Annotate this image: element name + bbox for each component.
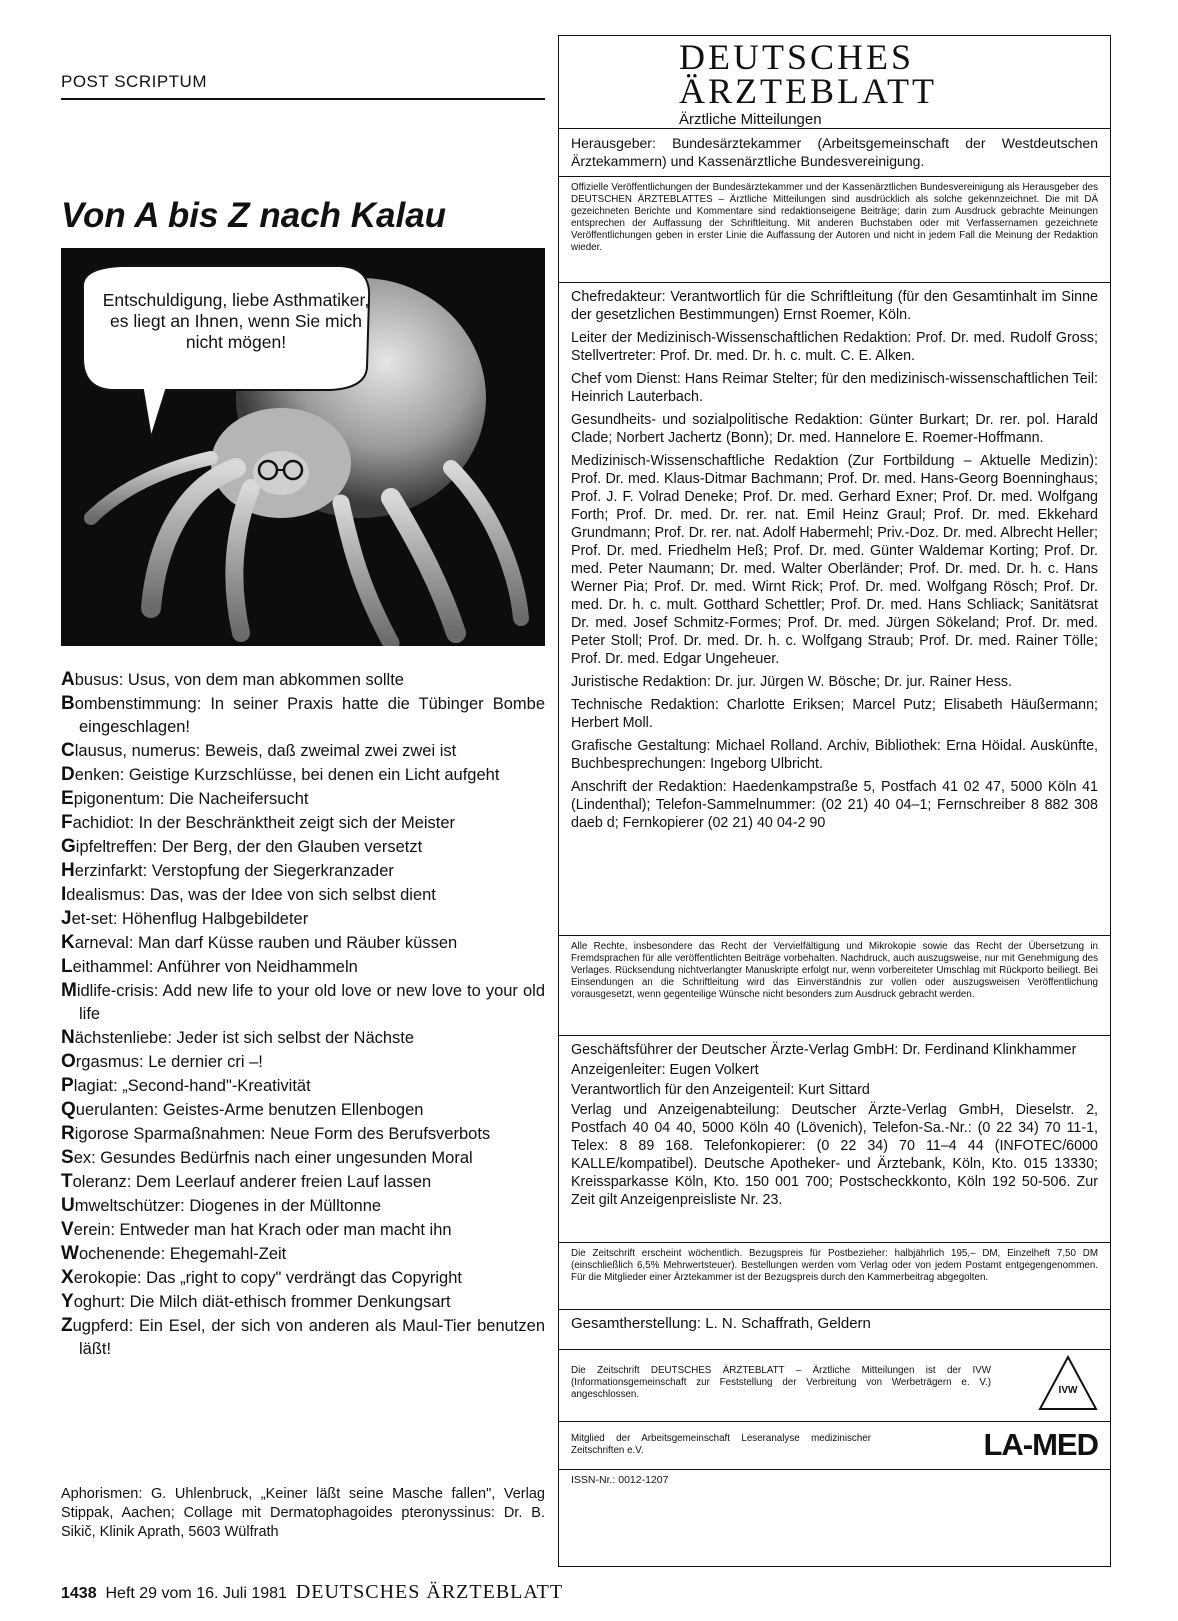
glossary-entry (61, 1170, 545, 1194)
glossary-text: rgasmus: Le dernier cri –! (75, 1053, 263, 1071)
staff-entry: Gesundheits- und sozialpolitische Redaktion: Günter Burkart; Dr. rer. pol. Harald Clade; Norbert Jachertz (Bonn); Dr. med. Hannelore E. Roemer-Hoffmann. (571, 412, 1098, 446)
glossary-entry (61, 811, 545, 835)
glossary-text: idlife-crisis: Add new life to your old love or new love to your old life (76, 982, 545, 1023)
glossary-entry (61, 668, 545, 692)
ivw-logo-text: IVW (1058, 1385, 1078, 1396)
page-footer (61, 1581, 563, 1604)
rights-text: Alle Rechte, insbesondere das Recht der Vervielfältigung und Mikrokopie sowie das Recht der Übersetzung in Fremdsprachen für alle veröffentlichten Beiträge vorbehalten. Nachdruck, auch auszugsweise, nur mit Genehmigung des Verlages. Rücksendung nichtverlangter Manuskripte erfolgt nur, wenn vorbereiteter Umschlag mit Rückporto beiliegt. Bei Einsendungen an die Schriftleitung wird das Einverständnis zur vollen oder auszugsweisen Veröffentlichung vorausgesetzt, wenn gegenteilige Wünsche nicht besonders zum Ausdruck gebracht werden. (571, 941, 1098, 1000)
glossary-entry (61, 835, 545, 859)
staff-entry: Juristische Redaktion: Dr. jur. Jürgen W. Bösche; Dr. jur. Rainer Hess. (571, 674, 1012, 690)
ivw-logo (1038, 1355, 1098, 1411)
lamed-notice-text: Mitglied der Arbeitsgemeinschaft Leseranalyse medizinischer Zeitschriften e.V. (571, 1433, 871, 1456)
glossary-letter: Z (61, 1315, 73, 1336)
rights-box (559, 936, 1110, 1036)
glossary-entry (61, 692, 545, 739)
glossary-letter: M (61, 980, 77, 1001)
ivw-notice-text: Die Zeitschrift DEUTSCHES ÄRZTEBLATT – Ärztliche Mitteilungen ist der IVW (Informationsgemeinschaft zur Feststellung der Verbreitung von Werbeträgern e. V.) angeschlossen. (571, 1365, 991, 1400)
glossary-text: uerulanten: Geistes-Arme benutzen Ellenbogen (75, 1101, 424, 1119)
glossary-text: lagiat: „Second-hand"-Kreativität (73, 1077, 311, 1095)
subscription-text: Die Zeitschrift erscheint wöchentlich. Bezugspreis für Postbezieher: halbjährlich 195,– DM, Einzelheft 7,50 DM (einschließlich 6,5% Mehrwertsteuer). Bestellungen werden vom Verlag oder von jedem Postamt entgegengenommen. Für die Mitglieder einer Ärztekammer ist der Bezugspreis durch den Kammerbeitrag abgegolten. (571, 1248, 1098, 1283)
glossary-entry (61, 907, 545, 931)
staff-entry: Chef vom Dienst: Hans Reimar Stelter; für den medizinisch-wissenschaftlichen Teil: Heinrich Lauterbach. (571, 371, 1098, 405)
glossary-letter: B (61, 693, 75, 714)
issue-info: Heft 29 vom 16. Juli 1981 (105, 1585, 287, 1602)
glossary-letter: Y (61, 1291, 74, 1312)
glossary-entry (61, 1026, 545, 1050)
glossary-text: igorose Sparmaßnahmen: Neue Form des Berufsverbots (74, 1125, 491, 1143)
page-number: 1438 (61, 1585, 97, 1602)
glossary-entry (61, 883, 545, 907)
glossary-text: lausus, numerus: Beweis, daß zweimal zwei zwei ist (74, 742, 457, 760)
glossary-entry (61, 1242, 545, 1266)
glossary-text: erzinfarkt: Verstopfung der Siegerkranzader (74, 862, 394, 880)
glossary-letter: A (61, 669, 75, 690)
glossary-entry (61, 1194, 545, 1218)
publishing-entry: Verlag und Anzeigenabteilung: Deutscher Ärzte-Verlag GmbH, Dieselstr. 2, Postfach 40 04 40, 5000 Köln 40 (Lövenich), Telefon-Sa.-Nr.: (0 22 34) 70 11-1, Telex: 8 89 168. Telefonkopierer: (0 22 34) 70 11–4 44 (INFOTEC/6000 KALLE/kompatibel). Deutsche Apotheker- und Ärztebank, Köln, Kto. 015 13330; Kreissparkasse Köln, Kto. 150 001 700; Postscheckkonto, Köln 192 50-506. Zur Zeit gilt Anzeigenpreisliste Nr. 23. (571, 1102, 1098, 1208)
glossary-text: ombenstimmung: In seiner Praxis hatte die Tübinger Bombe eingeschlagen! (74, 695, 545, 736)
glossary-text: et-set: Höhenflug Halbgebildeter (71, 910, 309, 928)
glossary-entry (61, 1098, 545, 1122)
staff-entry: Leiter der Medizinisch-Wissenschaftlichen Redaktion: Prof. Dr. med. Rudolf Gross; Stellvertreter: Prof. Dr. med. Dr. h. c. mult. C. E. Alken. (571, 330, 1098, 364)
staff-entry: Anschrift der Redaktion: Haedenkampstraße 5, Postfach 41 02 47, 5000 Köln 41 (Lindenthal); Telefon-Sammelnummer: (02 21) 40 04–1; Fernschreiber 8 882 308 daeb d; Fernkopierer (02 21) 40 04-2 90 (571, 779, 1098, 831)
impressum-box (558, 35, 1111, 1567)
ivw-box (559, 1350, 1110, 1422)
mite-collage-image (61, 248, 545, 646)
staff-entry: Chefredakteur: Verantwortlich für die Schriftleitung (für den Gesamtinhalt im Sinne der gesetzlichen Bestimmungen) Ernst Roemer, Köln. (571, 289, 1098, 323)
subscription-box (559, 1243, 1110, 1310)
glossary-text: enken: Geistige Kurzschlüsse, bei denen ein Licht aufgeht (74, 766, 500, 784)
glossary-text: oghurt: Die Milch diät-ethisch frommer Denkungsart (73, 1293, 451, 1311)
glossary-entry (61, 1290, 545, 1314)
publisher-box (559, 129, 1110, 177)
section-divider (61, 98, 545, 100)
glossary-letter: W (61, 1243, 79, 1264)
glossary-letter: I (61, 884, 67, 905)
official-notice-text: Offizielle Veröffentlichungen der Bundesärztekammer und der Kassenärztlichen Bundesvereinigung als Herausgeber des DEUTSCHEN ÄRZTEBLATTES – Ärztliche Mitteilungen sind ausdrücklich als solche gekennzeichnet. Die mit DÄ gezeichneten Berichte und Kommentare sind redaktionseigene Beiträge; darin zum Ausdruck gebrachte Meinungen entsprechen der Auffassung der Schriftleitung. Mit anderen Buchstaben oder mit Verfassernamen gezeichnete Veröffentlichungen geben in erster Linie die Auffassung der Autoren und nicht in jedem Fall die Meinung der Redaktion wieder. (571, 182, 1098, 253)
lamed-logo: LA-MED (983, 1427, 1098, 1462)
publishing-box (559, 1036, 1110, 1243)
glossary-entry (61, 763, 545, 787)
glossary-letter: E (61, 788, 74, 809)
glossary-letter: X (61, 1267, 74, 1288)
glossary-text: busus: Usus, von dem man abkommen sollte (74, 671, 404, 689)
staff-box (559, 283, 1110, 936)
glossary-letter: D (61, 764, 75, 785)
section-label: POST SCRIPTUM (61, 72, 207, 91)
glossary-text: oleranz: Dem Leerlauf anderer freien Lauf lassen (72, 1173, 432, 1191)
issn-text: ISSN-Nr.: 0012-1207 (571, 1474, 669, 1486)
glossary-letter: T (61, 1171, 73, 1192)
glossary-text: eithammel: Anführer von Neidhammeln (72, 958, 358, 976)
glossary-text: ex: Gesundes Bedürfnis nach einer ungesunden Moral (73, 1149, 473, 1167)
glossary-letter: U (61, 1195, 75, 1216)
official-notice-box (559, 177, 1110, 283)
glossary-text: erokopie: Das „right to copy" verdrängt das Copyright (73, 1269, 462, 1287)
staff-entry: Grafische Gestaltung: Michael Rolland. Archiv, Bibliothek: Erna Höidal. Auskünfte, Buchbesprechungen: Ingeborg Ulbricht. (571, 738, 1098, 772)
publishing-entry: Anzeigenleiter: Eugen Volkert (571, 1062, 759, 1078)
glossary-text: ipfeltreffen: Der Berg, der den Glauben versetzt (75, 838, 423, 856)
glossary-entry (61, 1074, 545, 1098)
speech-bubble-text: Entschuldigung, liebe Asthmatiker, es liegt an Ihnen, wenn Sie mich nicht mögen! (102, 290, 370, 352)
glossary-letter: L (61, 956, 73, 977)
publisher-text: Herausgeber: Bundesärztekammer (Arbeitsgemeinschaft der Westdeutschen Ärztekammern) und Kassenärztliche Bundesvereinigung. (571, 135, 1098, 169)
glossary-entry (61, 787, 545, 811)
masthead-subtitle: Ärztliche Mitteilungen (679, 111, 822, 128)
footer-journal-name: DEUTSCHES ÄRZTEBLATT (295, 1581, 564, 1603)
ivw-triangle-icon (1038, 1355, 1098, 1411)
glossary-text: achidiot: In der Beschränktheit zeigt sich der Meister (72, 814, 456, 832)
article-headline: Von A bis Z nach Kalau (61, 196, 447, 235)
glossary-entry (61, 1050, 545, 1074)
glossary-letter: O (61, 1051, 76, 1072)
glossary-entry (61, 1146, 545, 1170)
glossary-entry (61, 739, 545, 763)
production-box (559, 1310, 1110, 1350)
glossary-letter: Q (61, 1099, 76, 1120)
image-credits: Aphorismen: G. Uhlenbruck, „Keiner läßt seine Masche fallen", Verlag Stippak, Aachen; Collage mit Dermatophagoides pteronyssinus: Dr. B. Sikič, Klinik Aprath, 5603 Wülfrath (61, 1486, 545, 1540)
glossary-letter: J (61, 908, 72, 929)
staff-entry: Technische Redaktion: Charlotte Eriksen; Marcel Putz; Elisabeth Häußermann; Herbert Moll. (571, 697, 1098, 731)
glossary-letter: V (61, 1219, 74, 1240)
glossary-letter: P (61, 1075, 74, 1096)
glossary-letter: G (61, 836, 76, 857)
staff-entry: Medizinisch-Wissenschaftliche Redaktion (Zur Fortbildung – Aktuelle Medizin): Prof. Dr. med. Klaus-Ditmar Bachmann; Prof. Dr. med. Hans-Georg Boenninghaus; Prof. J. F. Volrad Deneke; Prof. Dr. med. Gerhard Exner; Prof. Dr. med. Wolfgang Forth; Prof. Dr. med. Dr. rer. nat. Emil Heinz Graul; Prof. Dr. med. Ekkehard Grundmann; Prof. Dr. rer. nat. Adolf Habermehl; Priv.-Doz. Dr. med. Albrecht Heller; Prof. Dr. med. Friedhelm Heß; Prof. Dr. med. Günter Waldemar Korting; Prof. Dr. med. Peter Naumann; Dr. med. Walter Oberländer; Prof. Dr. med. Dr. h. c. Hans Werner Pia; Prof. Dr. med. Wirnt Rick; Prof. Dr. med. Wolfgang Rösch; Prof. Dr. med. Dr. h. c. mult. Gotthard Schettler; Prof. Dr. med. Hans Schliack; Sanitätsrat Dr. med. Josef Schmitz-Formes; Prof. Dr. med. Jürgen Sökeland; Prof. Dr. med. Peter Stoll; Prof. Dr. med. Dr. h. c. Wolfgang Straub; Prof. Dr. med. Rainer Tölle; Prof. Dr. med. Edgar Ungeheuer. (571, 453, 1098, 667)
glossary-text: dealismus: Das, was der Idee von sich selbst dient (66, 886, 436, 904)
glossary-letter: S (61, 1147, 74, 1168)
glossary-letter: C (61, 740, 75, 761)
glossary-entry (61, 1122, 545, 1146)
glossary-list (61, 668, 545, 1361)
glossary-text: pigonentum: Die Nacheifersucht (73, 790, 309, 808)
publishing-entry: Verantwortlich für den Anzeigenteil: Kurt Sittard (571, 1082, 870, 1098)
glossary-text: ochenende: Ehegemahl-Zeit (78, 1245, 287, 1263)
glossary-letter: N (61, 1027, 75, 1048)
glossary-entry (61, 979, 545, 1026)
lamed-box (559, 1422, 1110, 1470)
issn-box (559, 1470, 1110, 1498)
glossary-entry (61, 1218, 545, 1242)
glossary-text: arneval: Man darf Küsse rauben und Räuber küssen (74, 934, 458, 952)
publishing-entry: Geschäftsführer der Deutscher Ärzte-Verlag GmbH: Dr. Ferdinand Klinkhammer (571, 1042, 1077, 1058)
glossary-letter: F (61, 812, 73, 833)
production-text: Gesamtherstellung: L. N. Schaffrath, Geldern (571, 1315, 871, 1332)
glossary-text: mweltschützer: Diogenes in der Mülltonne (74, 1197, 382, 1215)
glossary-entry (61, 1314, 545, 1361)
glossary-text: ugpferd: Ein Esel, der sich von anderen als Maul-Tier benutzen läßt! (72, 1317, 545, 1358)
glossary-entry (61, 859, 545, 883)
glossary-text: ächstenliebe: Jeder ist sich selbst der Nächste (74, 1029, 415, 1047)
glossary-letter: H (61, 860, 75, 881)
glossary-entry (61, 931, 545, 955)
masthead (559, 36, 1110, 129)
masthead-title-line1: DEUTSCHES (679, 37, 915, 77)
masthead-title-line2: ÄRZTEBLATT (679, 71, 937, 111)
glossary-letter: R (61, 1123, 75, 1144)
glossary-letter: K (61, 932, 75, 953)
glossary-entry (61, 1266, 545, 1290)
glossary-entry (61, 955, 545, 979)
glossary-text: erein: Entweder man hat Krach oder man macht ihn (73, 1221, 452, 1239)
